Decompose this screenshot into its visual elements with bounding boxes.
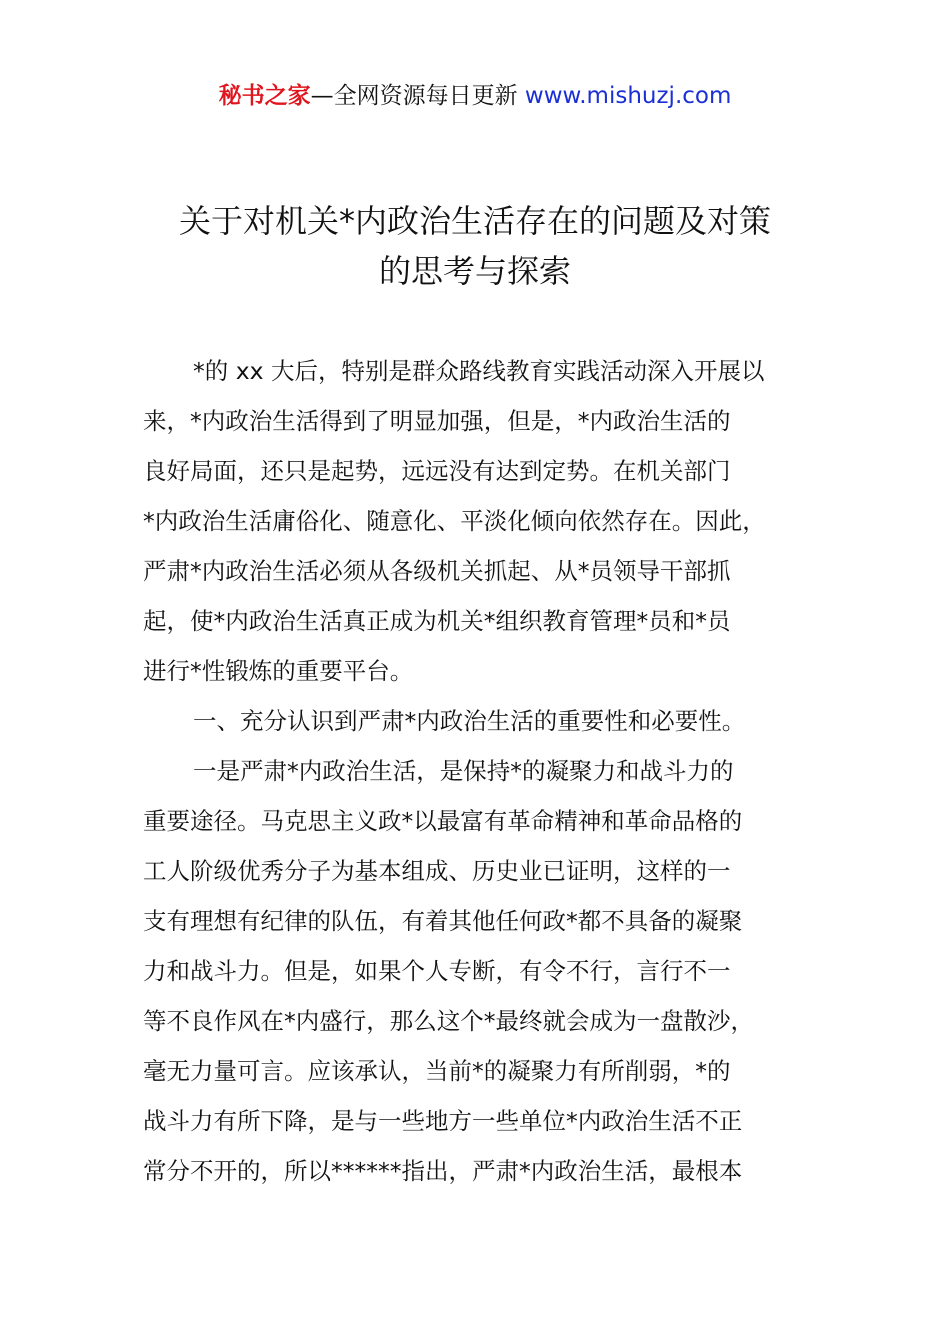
section-heading: 一、充分认识到严肃*内政治生活的重要性和必要性。 [193, 707, 746, 735]
body-line: 力和战斗力。但是，如果个人专断，有令不行，言行不一 [143, 957, 731, 985]
brand-name: 秘书之家 [218, 83, 311, 109]
site-url-link[interactable]: www.mishuzj.com [524, 83, 732, 109]
body-line: 等不良作风在*内盛行，那么这个*最终就会成为一盘散沙， [143, 1007, 754, 1035]
body-line: 严肃*内政治生活必须从各级机关抓起、从*员领导干部抓 [143, 557, 731, 585]
title-line-1: 关于对机关*内政治生活存在的问题及对策 [178, 202, 771, 240]
body-line: 良好局面，还只是起势，远远没有达到定势。在机关部门 [143, 457, 731, 485]
body-line: 重要途径。马克思主义政*以最富有革命精神和革命品格的 [143, 807, 743, 835]
title-line-2: 的思考与探索 [378, 252, 571, 290]
body-line: 毫无力量可言。应该承认，当前*的凝聚力有所削弱，*的 [143, 1057, 731, 1085]
body-line: 进行*性锻炼的重要平台。 [143, 657, 414, 685]
body-line: *内政治生活庸俗化、随意化、平淡化倾向依然存在。因此， [143, 507, 766, 535]
body-line: 工人阶级优秀分子为基本组成、历史业已证明，这样的一 [143, 857, 731, 885]
site-header [0, 80, 950, 112]
site-tagline: —全网资源每日更新 [310, 83, 525, 109]
body-line: 常分不开的，所以******指出，严肃*内政治生活，最根本 [143, 1157, 743, 1185]
document-title [100, 196, 850, 296]
body-line: 战斗力有所下降，是与一些地方一些单位*内政治生活不正 [143, 1107, 743, 1135]
body-line: 支有理想有纪律的队伍，有着其他任何政*都不具备的凝聚 [143, 907, 743, 935]
body-line: *的 xx 大后，特别是群众路线教育实践活动深入开展以 [193, 357, 765, 385]
body-line: 一是严肃*内政治生活，是保持*的凝聚力和战斗力的 [193, 757, 734, 785]
body-line: 起，使*内政治生活真正成为机关*组织教育管理*员和*员 [143, 607, 731, 635]
body-line: 来，*内政治生活得到了明显加强，但是，*内政治生活的 [143, 407, 731, 435]
document-body [143, 346, 813, 1196]
